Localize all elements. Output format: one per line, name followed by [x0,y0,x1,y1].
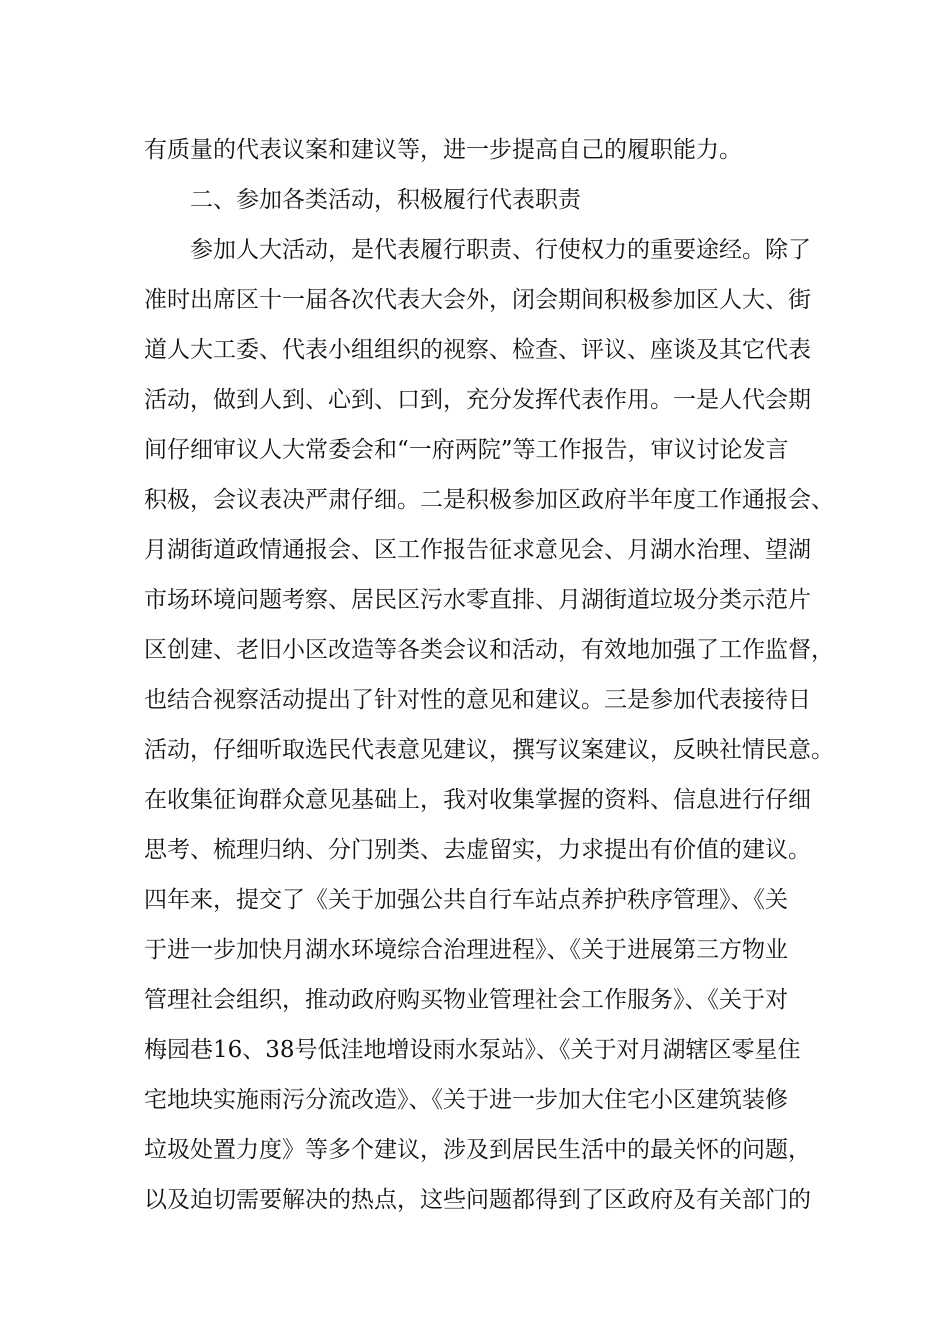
text-line: 思考、梳理归纳、分门别类、去虚留实，力求提出有价值的建议。 [144,837,811,863]
text-line: 有质量的代表议案和建议等，进一步提高自己的履职能力。 [144,137,742,163]
text-line: 垃圾处置力度》等多个建议，涉及到居民生活中的最关怀的问题， [144,1137,811,1163]
text-line: 月湖街道政情通报会、区工作报告征求意见会、月湖水治理、望湖 [144,537,811,563]
text-line: 间仔细审议人大常委会和“一府两院”等工作报告，审议讨论发言 [144,437,789,463]
text-line: 在收集征询群众意见基础上，我对收集掌握的资料、信息进行仔细 [144,787,811,813]
text-line: 以及迫切需要解决的热点，这些问题都得到了区政府及有关部门的 [144,1187,811,1213]
text-line: 梅园巷16、38号低洼地增设雨水泵站》、《关于对月湖辖区零星住 [144,1037,801,1063]
text-line: 活动，仔细听取选民代表意见建议，撰写议案建议，反映社情民意。 [144,737,834,763]
text-line: 参加人大活动，是代表履行职责、行使权力的重要途经。除了 [190,237,811,263]
text-line: 宅地块实施雨污分流改造》、《关于进一步加大住宅小区建筑装修 [144,1087,788,1113]
text-line: 积极，会议表决严肃仔细。二是积极参加区政府半年度工作通报会、 [144,487,834,513]
text-line: 于进一步加快月湖水环境综合治理进程》、《关于进展第三方物业 [144,937,788,963]
text-line: 道人大工委、代表小组组织的视察、检查、评议、座谈及其它代表 [144,337,811,363]
text-line: 活动，做到人到、心到、口到，充分发挥代表作用。一是人代会期 [144,387,811,413]
text-line: 准时出席区十一届各次代表大会外，闭会期间积极参加区人大、街 [144,287,811,313]
text-line: 市场环境问题考察、居民区污水零直排、月湖街道垃圾分类示范片 [144,587,811,613]
text-line: 管理社会组织，推动政府购买物业管理社会工作服务》、《关于对 [144,987,788,1013]
text-line: 也结合视察活动提出了针对性的意见和建议。三是参加代表接待日 [144,687,811,713]
section-heading: 二、参加各类活动，积极履行代表职责 [190,187,581,213]
text-line: 四年来，提交了《关于加强公共自行车站点养护秩序管理》、《关 [144,887,788,913]
text-line: 区创建、老旧小区改造等各类会议和活动，有效地加强了工作监督， [144,637,834,663]
